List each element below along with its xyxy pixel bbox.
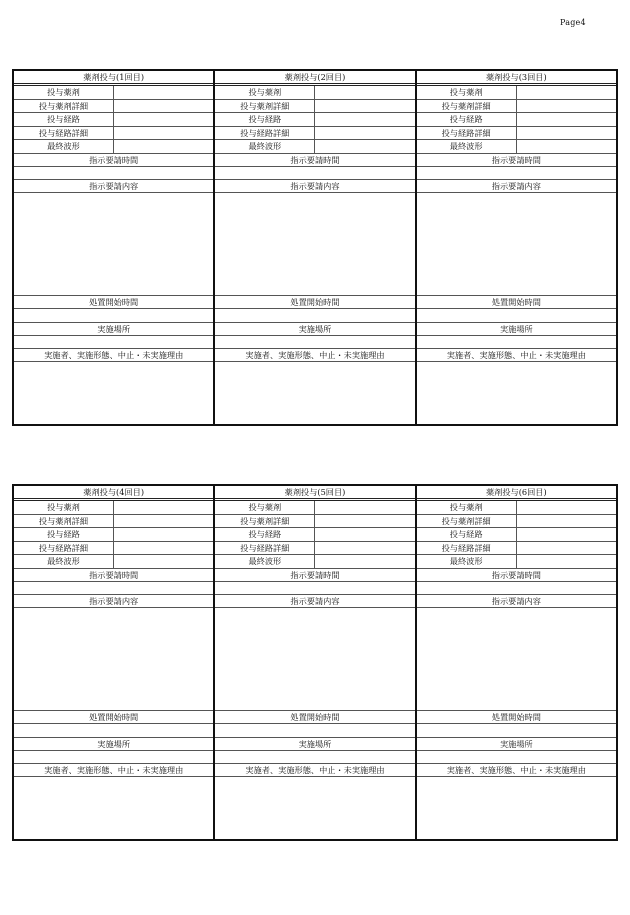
administration-column-4	[14, 486, 215, 839]
request-time-label: 指示要請時間	[14, 569, 213, 582]
drug-detail-label: 投与薬剤詳細	[215, 100, 315, 113]
route-detail-row	[14, 127, 213, 141]
request-time-label: 指示要請時間	[215, 569, 414, 582]
route-label: 投与経路	[417, 113, 517, 126]
request-content-label: 指示要請内容	[14, 595, 213, 608]
route-detail-value-field[interactable]	[114, 127, 213, 140]
performer-field[interactable]	[14, 777, 213, 839]
route-value-field[interactable]	[517, 528, 616, 541]
performer-label: 実施者、実施形態、中止・未実施理由	[417, 349, 616, 362]
drug-label: 投与薬剤	[417, 501, 517, 514]
request-content-label: 指示要請内容	[417, 180, 616, 193]
route-value-field[interactable]	[114, 528, 213, 541]
final-waveform-value-field[interactable]	[517, 555, 616, 568]
drug-row	[215, 501, 414, 515]
final-waveform-label: 最終波形	[14, 555, 114, 568]
route-detail-value-field[interactable]	[315, 542, 414, 555]
route-detail-row	[14, 542, 213, 556]
drug-label: 投与薬剤	[14, 86, 114, 99]
performer-label: 実施者、実施形態、中止・未実施理由	[215, 349, 414, 362]
request-content-label: 指示要請内容	[215, 595, 414, 608]
location-field[interactable]	[14, 751, 213, 765]
drug-row	[14, 86, 213, 100]
route-value-field[interactable]	[315, 113, 414, 126]
request-time-label: 指示要請時間	[417, 569, 616, 582]
request-time-field[interactable]	[417, 167, 616, 181]
drug-row	[417, 86, 616, 100]
start-time-label: 処置開始時間	[14, 711, 213, 724]
final-waveform-row	[14, 140, 213, 154]
performer-label: 実施者、実施形態、中止・未実施理由	[14, 349, 213, 362]
route-detail-label: 投与経路詳細	[215, 542, 315, 555]
request-content-field[interactable]	[417, 608, 616, 711]
column-title: 薬剤投与(3回目)	[417, 71, 616, 86]
performer-field[interactable]	[215, 777, 414, 839]
performer-field[interactable]	[14, 362, 213, 424]
administration-column-5	[215, 486, 416, 839]
drug-detail-value-field[interactable]	[114, 100, 213, 113]
final-waveform-label: 最終波形	[417, 140, 517, 153]
request-time-label: 指示要請時間	[14, 154, 213, 167]
drug-detail-row	[215, 515, 414, 529]
route-value-field[interactable]	[315, 528, 414, 541]
final-waveform-row	[417, 555, 616, 569]
route-detail-label: 投与経路詳細	[14, 127, 114, 140]
location-field[interactable]	[215, 336, 414, 350]
column-title: 薬剤投与(4回目)	[14, 486, 213, 501]
performer-label: 実施者、実施形態、中止・未実施理由	[14, 764, 213, 777]
drug-detail-value-field[interactable]	[315, 515, 414, 528]
request-content-label: 指示要請内容	[417, 595, 616, 608]
final-waveform-value-field[interactable]	[114, 140, 213, 153]
final-waveform-value-field[interactable]	[315, 140, 414, 153]
location-field[interactable]	[14, 336, 213, 350]
drug-detail-row	[14, 515, 213, 529]
location-label: 実施場所	[417, 738, 616, 751]
route-label: 投与経路	[215, 113, 315, 126]
drug-detail-value-field[interactable]	[517, 515, 616, 528]
route-detail-label: 投与経路詳細	[215, 127, 315, 140]
route-row	[14, 528, 213, 542]
drug-detail-row	[215, 100, 414, 114]
location-label: 実施場所	[417, 323, 616, 336]
route-label: 投与経路	[417, 528, 517, 541]
route-detail-value-field[interactable]	[517, 542, 616, 555]
administration-column-1	[14, 71, 215, 424]
start-time-field[interactable]	[215, 309, 414, 323]
final-waveform-value-field[interactable]	[315, 555, 414, 568]
final-waveform-value-field[interactable]	[517, 140, 616, 153]
request-time-label: 指示要請時間	[417, 154, 616, 167]
request-content-field[interactable]	[215, 193, 414, 296]
route-detail-value-field[interactable]	[114, 542, 213, 555]
drug-detail-label: 投与薬剤詳細	[14, 100, 114, 113]
drug-detail-value-field[interactable]	[517, 100, 616, 113]
route-detail-row	[215, 127, 414, 141]
drug-row	[14, 501, 213, 515]
drug-value-field[interactable]	[517, 501, 616, 514]
location-field[interactable]	[417, 751, 616, 765]
start-time-label: 処置開始時間	[417, 296, 616, 309]
drug-administration-grid-bottom	[12, 484, 618, 841]
performer-field[interactable]	[417, 777, 616, 839]
request-time-field[interactable]	[215, 582, 414, 596]
request-content-label: 指示要請内容	[14, 180, 213, 193]
column-title: 薬剤投与(2回目)	[215, 71, 414, 86]
route-label: 投与経路	[215, 528, 315, 541]
drug-value-field[interactable]	[517, 86, 616, 99]
drug-label: 投与薬剤	[215, 501, 315, 514]
start-time-label: 処置開始時間	[14, 296, 213, 309]
location-label: 実施場所	[215, 323, 414, 336]
route-row	[417, 113, 616, 127]
administration-column-2	[215, 71, 416, 424]
route-detail-row	[417, 127, 616, 141]
drug-detail-row	[14, 100, 213, 114]
drug-value-field[interactable]	[315, 86, 414, 99]
route-detail-value-field[interactable]	[315, 127, 414, 140]
route-label: 投与経路	[14, 528, 114, 541]
location-label: 実施場所	[14, 738, 213, 751]
start-time-field[interactable]	[14, 724, 213, 738]
request-content-field[interactable]	[14, 193, 213, 296]
request-time-field[interactable]	[14, 167, 213, 181]
route-detail-label: 投与経路詳細	[417, 127, 517, 140]
drug-detail-label: 投与薬剤詳細	[417, 100, 517, 113]
final-waveform-value-field[interactable]	[114, 555, 213, 568]
column-title: 薬剤投与(6回目)	[417, 486, 616, 501]
request-time-label: 指示要請時間	[215, 154, 414, 167]
route-row	[417, 528, 616, 542]
route-value-field[interactable]	[114, 113, 213, 126]
performer-label: 実施者、実施形態、中止・未実施理由	[417, 764, 616, 777]
drug-value-field[interactable]	[315, 501, 414, 514]
final-waveform-label: 最終波形	[14, 140, 114, 153]
performer-field[interactable]	[417, 362, 616, 424]
performer-field[interactable]	[215, 362, 414, 424]
route-value-field[interactable]	[517, 113, 616, 126]
performer-label: 実施者、実施形態、中止・未実施理由	[215, 764, 414, 777]
column-title: 薬剤投与(5回目)	[215, 486, 414, 501]
drug-label: 投与薬剤	[215, 86, 315, 99]
request-content-field[interactable]	[215, 608, 414, 711]
request-time-field[interactable]	[14, 582, 213, 596]
start-time-label: 処置開始時間	[215, 296, 414, 309]
start-time-field[interactable]	[417, 309, 616, 323]
administration-column-6	[417, 486, 616, 839]
start-time-label: 処置開始時間	[417, 711, 616, 724]
route-detail-value-field[interactable]	[517, 127, 616, 140]
route-label: 投与経路	[14, 113, 114, 126]
final-waveform-row	[14, 555, 213, 569]
drug-detail-label: 投与薬剤詳細	[417, 515, 517, 528]
request-time-field[interactable]	[215, 167, 414, 181]
location-field[interactable]	[417, 336, 616, 350]
route-row	[215, 113, 414, 127]
drug-value-field[interactable]	[114, 86, 213, 99]
route-row	[215, 528, 414, 542]
request-content-field[interactable]	[14, 608, 213, 711]
drug-label: 投与薬剤	[417, 86, 517, 99]
start-time-label: 処置開始時間	[215, 711, 414, 724]
drug-row	[215, 86, 414, 100]
start-time-field[interactable]	[215, 724, 414, 738]
drug-row	[417, 501, 616, 515]
drug-detail-label: 投与薬剤詳細	[14, 515, 114, 528]
final-waveform-label: 最終波形	[215, 140, 315, 153]
drug-value-field[interactable]	[114, 501, 213, 514]
final-waveform-row	[215, 555, 414, 569]
location-field[interactable]	[215, 751, 414, 765]
request-content-label: 指示要請内容	[215, 180, 414, 193]
page-number: Page4	[560, 18, 586, 27]
start-time-field[interactable]	[417, 724, 616, 738]
drug-administration-grid-top	[12, 69, 618, 426]
final-waveform-row	[215, 140, 414, 154]
location-label: 実施場所	[215, 738, 414, 751]
route-row	[14, 113, 213, 127]
route-detail-row	[215, 542, 414, 556]
drug-detail-row	[417, 515, 616, 529]
final-waveform-label: 最終波形	[417, 555, 517, 568]
drug-detail-value-field[interactable]	[315, 100, 414, 113]
request-time-field[interactable]	[417, 582, 616, 596]
drug-label: 投与薬剤	[14, 501, 114, 514]
final-waveform-row	[417, 140, 616, 154]
administration-column-3	[417, 71, 616, 424]
route-detail-label: 投与経路詳細	[14, 542, 114, 555]
drug-detail-row	[417, 100, 616, 114]
route-detail-label: 投与経路詳細	[417, 542, 517, 555]
drug-detail-value-field[interactable]	[114, 515, 213, 528]
final-waveform-label: 最終波形	[215, 555, 315, 568]
request-content-field[interactable]	[417, 193, 616, 296]
drug-detail-label: 投与薬剤詳細	[215, 515, 315, 528]
location-label: 実施場所	[14, 323, 213, 336]
start-time-field[interactable]	[14, 309, 213, 323]
column-title: 薬剤投与(1回目)	[14, 71, 213, 86]
route-detail-row	[417, 542, 616, 556]
